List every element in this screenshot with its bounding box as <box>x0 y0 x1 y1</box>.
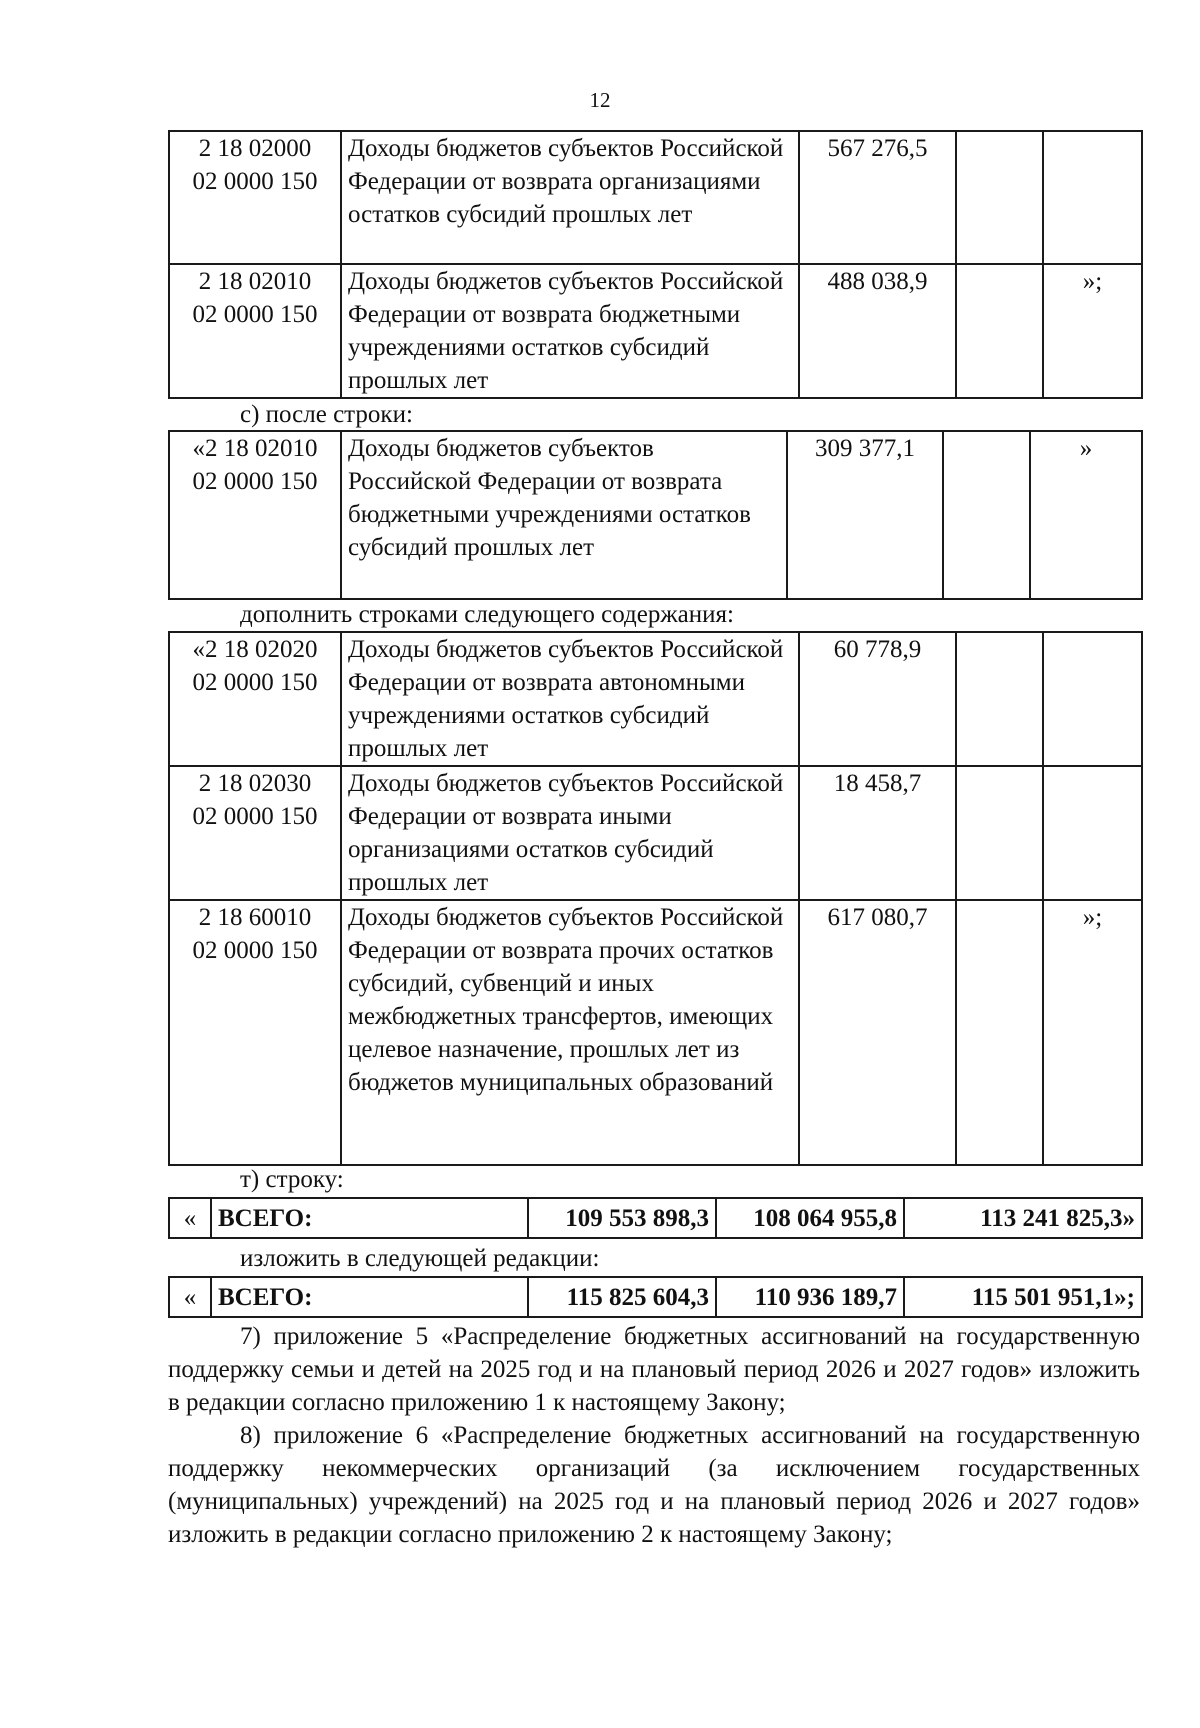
description-cell: Доходы бюджетов субъектов Российской Федерации от возврата бюджетными учреждениями остатков субсидий прошлых лет <box>341 264 799 398</box>
table-row <box>169 264 1142 398</box>
label-row: т) строку: <box>240 1166 344 1193</box>
description-cell: Доходы бюджетов субъектов Российской Федерации от возврата иными организациями остатков субсидий прошлых лет <box>341 766 799 900</box>
label-add-rows: дополнить строками следующего содержания: <box>240 601 734 628</box>
description-cell: Доходы бюджетов субъектов Российской Федерации от возврата автономными учреждениями остатков субсидий прошлых лет <box>341 632 799 766</box>
amount-cell: 617 080,7 <box>799 900 956 1165</box>
amount-cell: 488 038,9 <box>799 264 956 398</box>
amount-cell: 18 458,7 <box>799 766 956 900</box>
amount-cell: »; <box>1043 264 1142 398</box>
total-amount: 113 241 825,3» <box>904 1198 1142 1238</box>
paragraph-7: 7) приложение 5 «Распределение бюджетных ассигнований на государственную поддержку семьи и детей на 2025 год и на плановый период 2026 и 2027 годов» изложить в редакции согласно приложению 1 к настоящему Закону; <box>168 1323 1140 1416</box>
budget-code-cell: 2 18 02030 02 0000 150 <box>169 766 341 900</box>
table-row <box>169 900 1142 1165</box>
amount-cell <box>1043 766 1142 900</box>
amount-cell: 309 377,1 <box>787 431 943 599</box>
amount-cell <box>956 264 1043 398</box>
total-amount: 110 936 189,7 <box>716 1277 904 1317</box>
amendment-paragraphs <box>168 1320 1140 1551</box>
amount-cell <box>1043 632 1142 766</box>
total-amount: 115 501 951,1»; <box>904 1277 1142 1317</box>
total-row-old <box>168 1197 1143 1239</box>
revenue-table-3 <box>168 631 1143 1166</box>
amount-cell: 60 778,9 <box>799 632 956 766</box>
total-amount: 115 825 604,3 <box>528 1277 716 1317</box>
table-row <box>169 431 1142 599</box>
amount-cell <box>956 131 1043 264</box>
table-row <box>169 766 1142 900</box>
amount-cell: » <box>1030 431 1142 599</box>
budget-code-cell: «2 18 02020 02 0000 150 <box>169 632 341 766</box>
revenue-table-1 <box>168 130 1143 399</box>
budget-code-cell: «2 18 02010 02 0000 150 <box>169 431 341 599</box>
budget-code-cell: 2 18 02000 02 0000 150 <box>169 131 341 264</box>
total-amount: 109 553 898,3 <box>528 1198 716 1238</box>
total-amount: 108 064 955,8 <box>716 1198 904 1238</box>
label-after-row: с) после строки: <box>240 401 413 428</box>
table-row <box>169 1198 1142 1238</box>
quote-mark: « <box>169 1277 211 1317</box>
amount-cell: »; <box>1043 900 1142 1165</box>
amount-cell <box>956 900 1043 1165</box>
page-number: 12 <box>589 88 611 112</box>
revenue-table-2 <box>168 430 1143 600</box>
total-row-new <box>168 1276 1143 1318</box>
table-row <box>169 131 1142 264</box>
description-cell: Доходы бюджетов субъектов Российской Федерации от возврата организациями остатков субсидий прошлых лет <box>341 131 799 264</box>
table-row <box>169 1277 1142 1317</box>
amount-cell <box>943 431 1030 599</box>
paragraph-8: 8) приложение 6 «Распределение бюджетных ассигнований на государственную поддержку некоммерческих организаций (за исключением государственных (муниципальных) учреждений) на 2025 год и на плановый период 2026 и 2027 годов» изложить в редакции согласно приложению 2 к настоящему Закону; <box>168 1422 1140 1548</box>
amount-cell <box>956 632 1043 766</box>
amount-cell <box>956 766 1043 900</box>
amount-cell <box>1043 131 1142 264</box>
amount-cell: 567 276,5 <box>799 131 956 264</box>
label-new-edition: изложить в следующей редакции: <box>240 1245 600 1272</box>
total-label: ВСЕГО: <box>211 1198 528 1238</box>
budget-code-cell: 2 18 02010 02 0000 150 <box>169 264 341 398</box>
total-label: ВСЕГО: <box>211 1277 528 1317</box>
description-cell: Доходы бюджетов субъектов Российской Федерации от возврата прочих остатков субсидий, субвенций и иных межбюджетных трансфертов, имеющих целевое назначение, прошлых лет из бюджетов муниципальных образований <box>341 900 799 1165</box>
quote-mark: « <box>169 1198 211 1238</box>
table-row <box>169 632 1142 766</box>
budget-code-cell: 2 18 60010 02 0000 150 <box>169 900 341 1165</box>
description-cell: Доходы бюджетов субъектов Российской Федерации от возврата бюджетными учреждениями остатков субсидий прошлых лет <box>341 431 787 599</box>
